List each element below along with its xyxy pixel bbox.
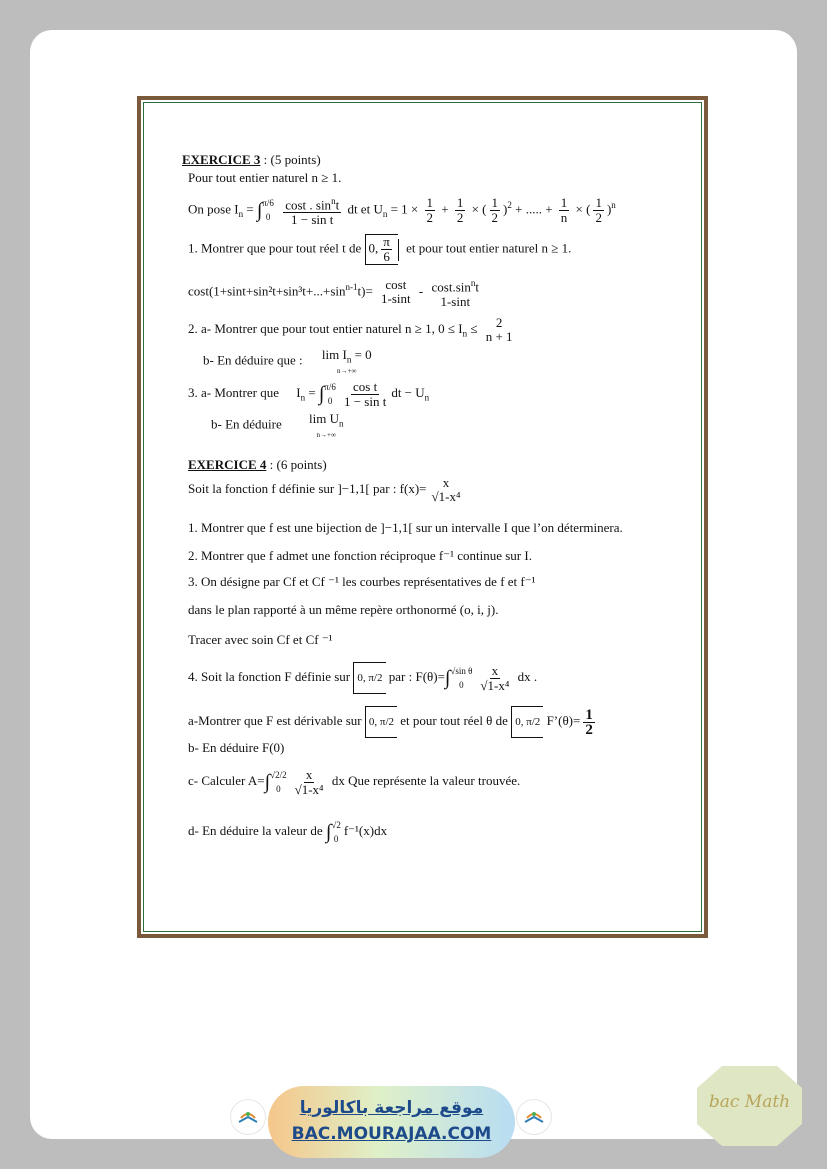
q2b-lim-under: n→+∞: [337, 366, 357, 375]
q1-int-hi: [381, 235, 392, 264]
ex4-q4-up: √sin θ: [450, 666, 473, 677]
ex4-q4-integral-icon: ∫: [444, 667, 451, 690]
ex4-q4c-up: √2/2: [270, 770, 287, 781]
exercise4-q3b: dans le plan rapporté à un même repère orthonormé (o, i, j).: [188, 602, 499, 617]
ex4-q4a-b: et pour tout réel θ de: [397, 713, 508, 728]
q3a-lower: 0: [327, 396, 333, 407]
bac-math-badge: [697, 1066, 802, 1146]
In-sub: n: [238, 208, 244, 219]
exercise3-q1-identity: [188, 272, 484, 309]
half-den: 2: [595, 209, 602, 225]
ex4-q4d-bounds: [331, 818, 340, 846]
frac1-num: cost . sin: [285, 197, 332, 213]
exp-n: n: [611, 200, 616, 210]
q1-lhs-exp: n-1: [345, 282, 358, 292]
half-num: 1: [491, 194, 499, 210]
exercise3-definitions: [188, 192, 616, 227]
ex4-q4d-b: f⁻¹(x)dx: [343, 823, 388, 838]
ex4-intro-interval: ]−1,1[: [337, 481, 370, 496]
q1-f1-num: cost: [385, 277, 407, 293]
ex4-intro-b: par : f(x)=: [369, 481, 427, 496]
ex4-q4-b: par : F(θ)=: [388, 669, 445, 684]
half-den: 2: [426, 209, 433, 225]
site-banner[interactable]: [268, 1086, 515, 1158]
exercise3-heading: [182, 152, 321, 168]
ex4-intro-num: x: [442, 475, 450, 491]
q3a-eq: =: [305, 385, 319, 400]
q1-int-lo: 0,: [368, 240, 379, 256]
q3b-text: b- En déduire: [211, 416, 282, 432]
exercise3-q1: [188, 234, 571, 265]
q1-minus: -: [418, 283, 427, 299]
exercise3-q2b: [203, 348, 375, 375]
exercise4-q4d: [188, 816, 387, 847]
q1-frac1: [379, 278, 413, 306]
ex4-q4c-frac: [293, 768, 326, 797]
exercise4-intro: [188, 474, 466, 504]
q3b-lim-under: n→+∞: [316, 430, 336, 439]
exercise4-q3c: Tracer avec soin Cf et Cf ⁻¹: [188, 632, 333, 647]
integrand-fraction: [283, 194, 341, 227]
q1-f2-num: cost.sin: [431, 279, 471, 295]
half-num: 1: [595, 194, 602, 210]
q2b-text: b- En déduire que :: [203, 352, 303, 368]
ex4-q4c-a: c- Calculer A=: [188, 773, 265, 788]
times-1: × (: [468, 201, 487, 217]
ex4-q4-den: √1-x⁴: [480, 677, 510, 693]
ex4-q4-dx: dx .: [514, 669, 538, 684]
q1-int-hi-num: π: [383, 234, 390, 249]
q1-f2-exp: n: [470, 278, 476, 289]
q1-f2-den: 1-sint: [440, 293, 471, 309]
ex4-intro-a: Soit la fonction f définie sur: [188, 481, 335, 496]
exercise3-q3b: [211, 412, 347, 439]
n-num: 1: [560, 194, 568, 210]
exercise4-q4b: b- En déduire F(0): [188, 740, 285, 755]
q3a-den: 1 − sin t: [343, 393, 387, 409]
q3b-lim-text: lim U: [309, 411, 339, 426]
frac1-t: t: [335, 197, 340, 213]
q2a-le: ≤: [467, 321, 481, 336]
half-2: [455, 196, 466, 225]
ex4-q4d-integral-icon: ∫: [325, 821, 332, 844]
Un-rhs: = 1 ×: [387, 201, 422, 217]
ex4-q4c-integral-icon: ∫: [264, 771, 271, 794]
ex4-q4c-bounds: [270, 768, 286, 796]
q3a-integral-icon: ∫: [318, 383, 325, 406]
ex4-q4-interval: 0, π/2: [353, 662, 385, 694]
exercise3-q2a: [188, 314, 518, 349]
ex4-q4-num: x: [491, 662, 499, 678]
In-symbol: I: [234, 201, 239, 217]
on-pose-text: On pose: [188, 201, 231, 217]
q1-f2-t: t: [475, 279, 479, 295]
ex4-q4d-a: d- En déduire la valeur de: [188, 823, 323, 838]
ex4-q4a-den: 2: [585, 721, 593, 738]
ex4-q4c-num: x: [305, 766, 313, 782]
one-over-n: [559, 196, 570, 225]
left-logo-icon: [230, 1099, 266, 1135]
q2a-frac: [484, 316, 515, 344]
q1-frac2: [430, 276, 482, 308]
q3a-upper: π/6: [324, 382, 336, 393]
ex4-q4c-lo: 0: [276, 784, 281, 795]
q3a-end-sub: n: [424, 392, 430, 403]
q2a-text: 2. a- Montrer que pour tout entier naturel n ≥ 1, 0 ≤ I: [188, 321, 463, 336]
q3a-frac: [342, 380, 388, 409]
q3a-In: I: [296, 385, 301, 400]
exercise3-title: EXERCICE 3: [182, 152, 261, 167]
half-3: [490, 196, 501, 225]
ex4-q4-bounds: [450, 664, 472, 692]
site-banner-url[interactable]: BAC.MOURAJAA.COM: [291, 1124, 492, 1144]
dots: + ..... +: [511, 201, 556, 217]
q2b-lim-text: lim I: [321, 347, 347, 362]
ex4-q4d-lo: 0: [333, 834, 339, 845]
exercise4-q3: 3. On désigne par Cf et Cf ⁻¹ les courbes représentatives de f et f⁻¹: [188, 574, 536, 589]
q1-f1-den: 1-sint: [381, 291, 411, 307]
frac1-den: 1 − sin t: [291, 212, 334, 228]
q2b-eq: = 0: [351, 347, 372, 362]
half-den: 2: [456, 209, 464, 225]
integral-icon: ∫: [256, 199, 263, 222]
q1-lhs-end: t)=: [357, 283, 373, 299]
q2a-num: 2: [495, 315, 503, 331]
plus-1: +: [438, 201, 452, 217]
exercise3-q3a: [188, 378, 429, 413]
ex4-q4d-up: √2: [331, 820, 341, 831]
exercise4-q1: 1. Montrer que f est une bijection de ]−1,1[ sur un intervalle I que l’on déterminera.: [188, 520, 623, 535]
q3b-lim-sub: n: [339, 418, 344, 429]
q1-text-a: 1. Montrer que pour tout réel t de: [188, 240, 362, 256]
q1-int-hi-den: 6: [383, 249, 390, 264]
exercise4-q2: 2. Montrer que f admet une fonction réciproque f⁻¹ continue sur I.: [188, 548, 532, 563]
exercise4-points: : (6 points): [269, 457, 327, 472]
Un-sub: n: [382, 208, 388, 219]
exercise-frame: [137, 96, 708, 938]
ex4-q4a-c: F’(θ)=: [543, 713, 581, 728]
half-num: 1: [426, 194, 433, 210]
int-upper: π/6: [262, 198, 274, 209]
ex4-intro-frac: [430, 476, 463, 504]
exercise4-heading: [188, 457, 327, 473]
half-1: [425, 196, 436, 225]
ex4-q4a-int2: 0, π/2: [511, 706, 543, 738]
q1-text-b: et pour tout entier naturel n ≥ 1.: [406, 240, 572, 256]
int-lower: 0: [265, 212, 271, 223]
q2b-lim: [322, 348, 372, 375]
q2b-lim-sub: n: [346, 354, 352, 365]
exercise4-q4a: [188, 706, 598, 738]
ex4-q4a-int1: 0, π/2: [365, 706, 397, 738]
exercise4-q4c: [188, 766, 520, 797]
close-paren-2: ): [606, 201, 612, 217]
q1-lhs: cost(1+sint+sin²t+sin³t+...+sin: [188, 283, 346, 299]
q3a-end: dt − U: [391, 385, 425, 400]
right-logo-icon: [516, 1099, 552, 1135]
badge-text: bac Math: [708, 1092, 791, 1112]
ex4-q4-lo: 0: [459, 680, 464, 691]
close-paren: ): [503, 201, 508, 217]
Un-symbol: U: [373, 201, 383, 217]
q3a-bounds: [324, 380, 336, 408]
ex4-q4-a: 4. Soit la fonction F définie sur: [188, 669, 351, 684]
q3a-text: 3. a- Montrer que: [188, 385, 279, 400]
exercise4-title: EXERCICE 4: [188, 457, 267, 472]
ex4-q4c-b: dx Que représente la valeur trouvée.: [328, 773, 521, 788]
q3b-lim: [309, 412, 343, 439]
times-2: × (: [572, 201, 591, 217]
ex4-q4-frac: [478, 664, 511, 693]
ex4-q4a-a: a-Montrer que F est dérivable sur: [188, 713, 362, 728]
ex4-q4a-num: 1: [585, 706, 593, 723]
eq-sign: =: [243, 201, 257, 217]
site-banner-arabic[interactable]: موقع مراجعة باكالوريا: [299, 1098, 484, 1118]
half-den: 2: [491, 209, 499, 225]
ex4-q4a-frac: [583, 708, 595, 737]
q2a-sub: n: [462, 328, 468, 339]
ex4-q4c-den: √1-x⁴: [294, 781, 324, 797]
exercise3-points: : (5 points): [263, 152, 321, 167]
integral-bounds: [262, 196, 274, 224]
q1-interval: [365, 234, 398, 265]
q3a-In-sub: n: [300, 392, 306, 403]
frac1-exp: n: [331, 195, 336, 206]
exercise-content: [141, 100, 704, 934]
exercise3-intro: Pour tout entier naturel n ≥ 1.: [188, 170, 342, 185]
exercise4-q4: [188, 662, 537, 694]
q2a-den: n + 1: [485, 329, 513, 345]
square-exp: 2: [507, 200, 512, 210]
q3a-num: cos t: [353, 378, 378, 394]
n-den: n: [560, 209, 568, 225]
ex4-intro-den: √1-x⁴: [431, 489, 461, 505]
half-num: 1: [456, 194, 464, 210]
dt-et: dt et: [347, 201, 371, 217]
half-4: [593, 196, 604, 225]
